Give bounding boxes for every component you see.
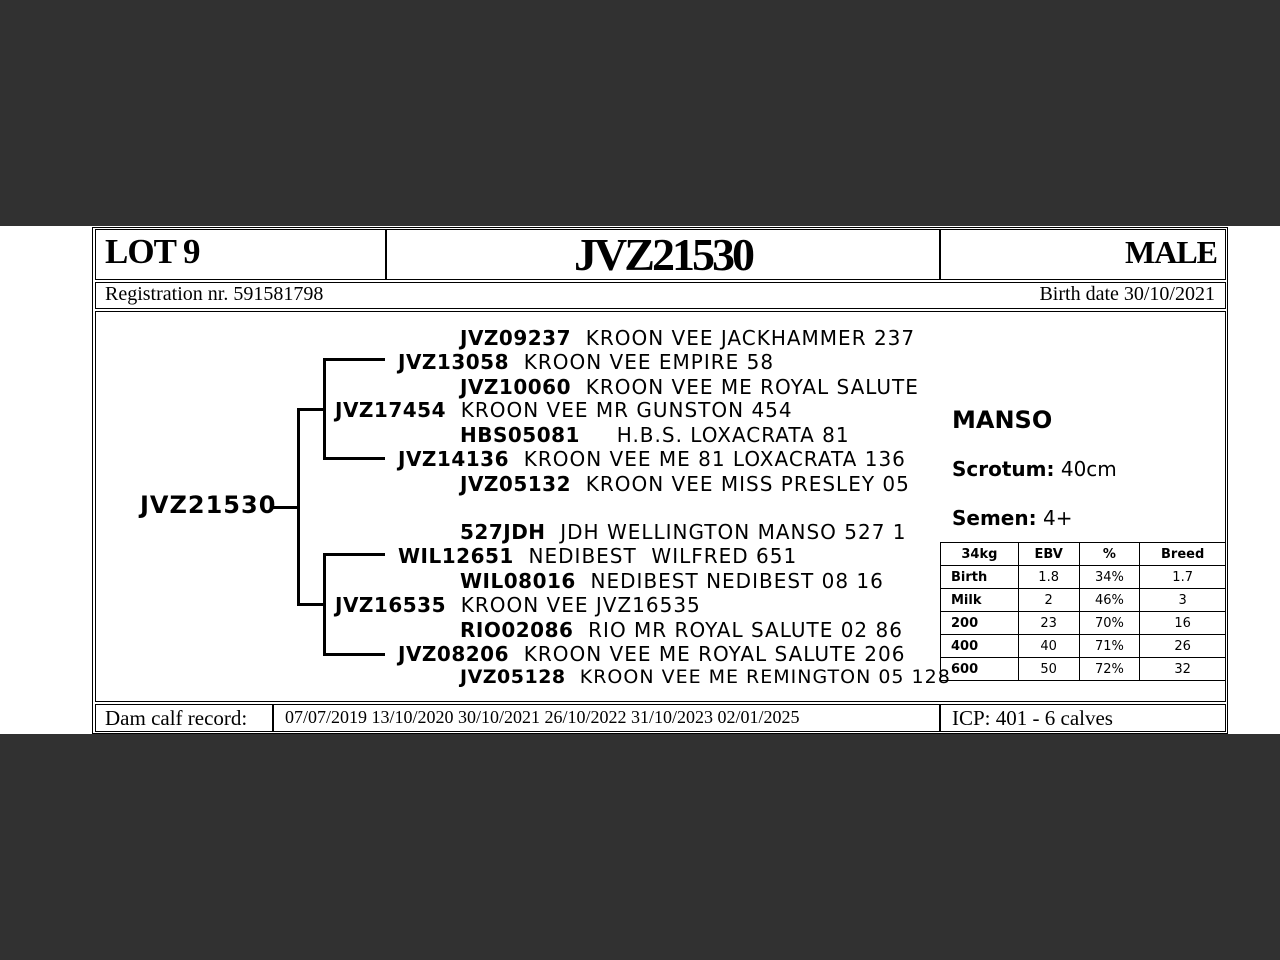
animal-name: JDH WELLINGTON MANSO 527 1 xyxy=(560,520,907,544)
ebv-header-row xyxy=(941,543,1226,566)
animal-name: KROON VEE ME REMINGTON 05 128 xyxy=(579,666,951,688)
pedigree-subject: JVZ21530 xyxy=(140,491,277,519)
animal-code: JVZ13058 xyxy=(398,350,510,374)
animal-name: RIO MR ROYAL SALUTE 02 86 xyxy=(588,618,903,642)
ebv-cell: 200 xyxy=(941,612,1019,635)
ebv-cell: 3 xyxy=(1140,589,1226,612)
animal-code: RIO02086 xyxy=(460,618,574,642)
animal-name: KROON VEE MR GUNSTON 454 xyxy=(460,398,793,422)
ebv-cell: 26 xyxy=(1140,635,1226,658)
pedigree-sire-sire-sire xyxy=(460,326,915,350)
sire-parents-bracket xyxy=(323,358,326,460)
pedigree-dam-dam xyxy=(398,642,905,666)
ebv-cell: 46% xyxy=(1079,589,1140,612)
dam-sire-connector xyxy=(323,553,385,556)
ebv-cell: 70% xyxy=(1079,612,1140,635)
animal-id-title: JVZ21530 xyxy=(574,229,752,280)
ebv-cell: 50 xyxy=(1018,658,1079,681)
animal-code: JVZ17454 xyxy=(335,398,447,422)
dam-parents-bracket xyxy=(323,553,326,656)
animal-name: KROON VEE JVZ16535 xyxy=(460,593,701,617)
pedigree-sire-sire xyxy=(398,350,774,374)
ebv-header: Breed xyxy=(1140,543,1226,566)
animal-name: KROON VEE JACKHAMMER 237 xyxy=(585,326,916,350)
dam-connector xyxy=(297,603,324,606)
ebv-cell: 600 xyxy=(941,658,1019,681)
ebv-cell: Birth xyxy=(941,566,1019,589)
ebv-cell: 23 xyxy=(1018,612,1079,635)
animal-code: JVZ16535 xyxy=(335,593,447,617)
ebv-row xyxy=(941,635,1226,658)
birth-date: Birth date 30/10/2021 xyxy=(1039,283,1215,305)
parents-bracket xyxy=(297,408,300,606)
ebv-cell: 400 xyxy=(941,635,1019,658)
scrotum-info xyxy=(952,457,1117,481)
ebv-header: 34kg xyxy=(941,543,1019,566)
ebv-row xyxy=(941,566,1226,589)
animal-code: WIL08016 xyxy=(460,569,576,593)
animal-name: KROON VEE ME ROYAL SALUTE xyxy=(585,375,919,399)
pedigree-dam-sire xyxy=(398,544,797,568)
pedigree-dam-sire-sire xyxy=(460,520,907,544)
bull-name: MANSO xyxy=(952,406,1053,434)
ebv-cell: 32 xyxy=(1140,658,1226,681)
animal-name: KROON VEE ME 81 LOXACRATA 136 xyxy=(523,447,906,471)
animal-name: KROON VEE EMPIRE 58 xyxy=(523,350,775,374)
animal-code: JVZ10060 xyxy=(460,375,572,399)
scrotum-value: 40cm xyxy=(1060,457,1117,481)
scrotum-label: Scrotum: xyxy=(952,457,1055,481)
ebv-table xyxy=(940,542,1226,681)
ebv-row xyxy=(941,612,1226,635)
ebv-header: % xyxy=(1079,543,1140,566)
ebv-row xyxy=(941,658,1226,681)
sire-sire-connector xyxy=(323,358,385,361)
animal-code: JVZ09237 xyxy=(460,326,572,350)
calving-dates: 07/07/2019 13/10/2020 30/10/2021 26/10/2022 31/10/2023 02/01/2025 xyxy=(285,707,800,727)
sex-label: MALE xyxy=(1125,234,1217,270)
dam-calf-record-label: Dam calf record: xyxy=(105,706,248,730)
lot-number: LOT 9 xyxy=(105,232,200,271)
ebv-cell: 1.8 xyxy=(1018,566,1079,589)
ebv-cell: 72% xyxy=(1079,658,1140,681)
animal-name: NEDIBEST NEDIBEST 08 16 xyxy=(590,569,884,593)
ebv-cell: 16 xyxy=(1140,612,1226,635)
animal-code: JVZ05128 xyxy=(460,666,566,688)
sire-dam-connector xyxy=(323,457,385,460)
pedigree-sire-sire-dam xyxy=(460,375,919,399)
ebv-cell: Milk xyxy=(941,589,1019,612)
pedigree-dam xyxy=(335,593,701,617)
semen-value: 4+ xyxy=(1042,506,1073,530)
animal-name: KROON VEE ME ROYAL SALUTE 206 xyxy=(523,642,906,666)
animal-code: HBS05081 xyxy=(460,423,580,447)
pedigree-sire-dam-dam xyxy=(460,472,910,496)
registration-number: Registration nr. 591581798 xyxy=(105,283,324,305)
ebv-header: EBV xyxy=(1018,543,1079,566)
animal-name: H.B.S. LOXACRATA 81 xyxy=(616,423,850,447)
semen-info xyxy=(952,506,1072,530)
pedigree-sire-dam-sire xyxy=(460,423,850,447)
animal-code: JVZ08206 xyxy=(398,642,510,666)
ebv-cell: 34% xyxy=(1079,566,1140,589)
animal-code: JVZ05132 xyxy=(460,472,572,496)
animal-name: NEDIBEST WILFRED 651 xyxy=(528,544,798,568)
animal-code: WIL12651 xyxy=(398,544,514,568)
pedigree-dam-dam-dam xyxy=(460,666,951,688)
ebv-cell: 40 xyxy=(1018,635,1079,658)
ebv-cell: 71% xyxy=(1079,635,1140,658)
animal-code: JVZ14136 xyxy=(398,447,510,471)
pedigree-dam-sire-dam xyxy=(460,569,884,593)
ebv-row xyxy=(941,589,1226,612)
icp-summary: ICP: 401 - 6 calves xyxy=(952,706,1113,730)
ebv-cell: 2 xyxy=(1018,589,1079,612)
pedigree-sire xyxy=(335,398,793,422)
animal-code: 527JDH xyxy=(460,520,546,544)
pedigree-sire-dam xyxy=(398,447,906,471)
ebv-cell: 1.7 xyxy=(1140,566,1226,589)
subject-connector xyxy=(273,506,298,509)
pedigree-dam-dam-sire xyxy=(460,618,903,642)
semen-label: Semen: xyxy=(952,506,1037,530)
sire-connector xyxy=(297,408,324,411)
dam-dam-connector xyxy=(323,653,385,656)
animal-name: KROON VEE MISS PRESLEY 05 xyxy=(585,472,910,496)
